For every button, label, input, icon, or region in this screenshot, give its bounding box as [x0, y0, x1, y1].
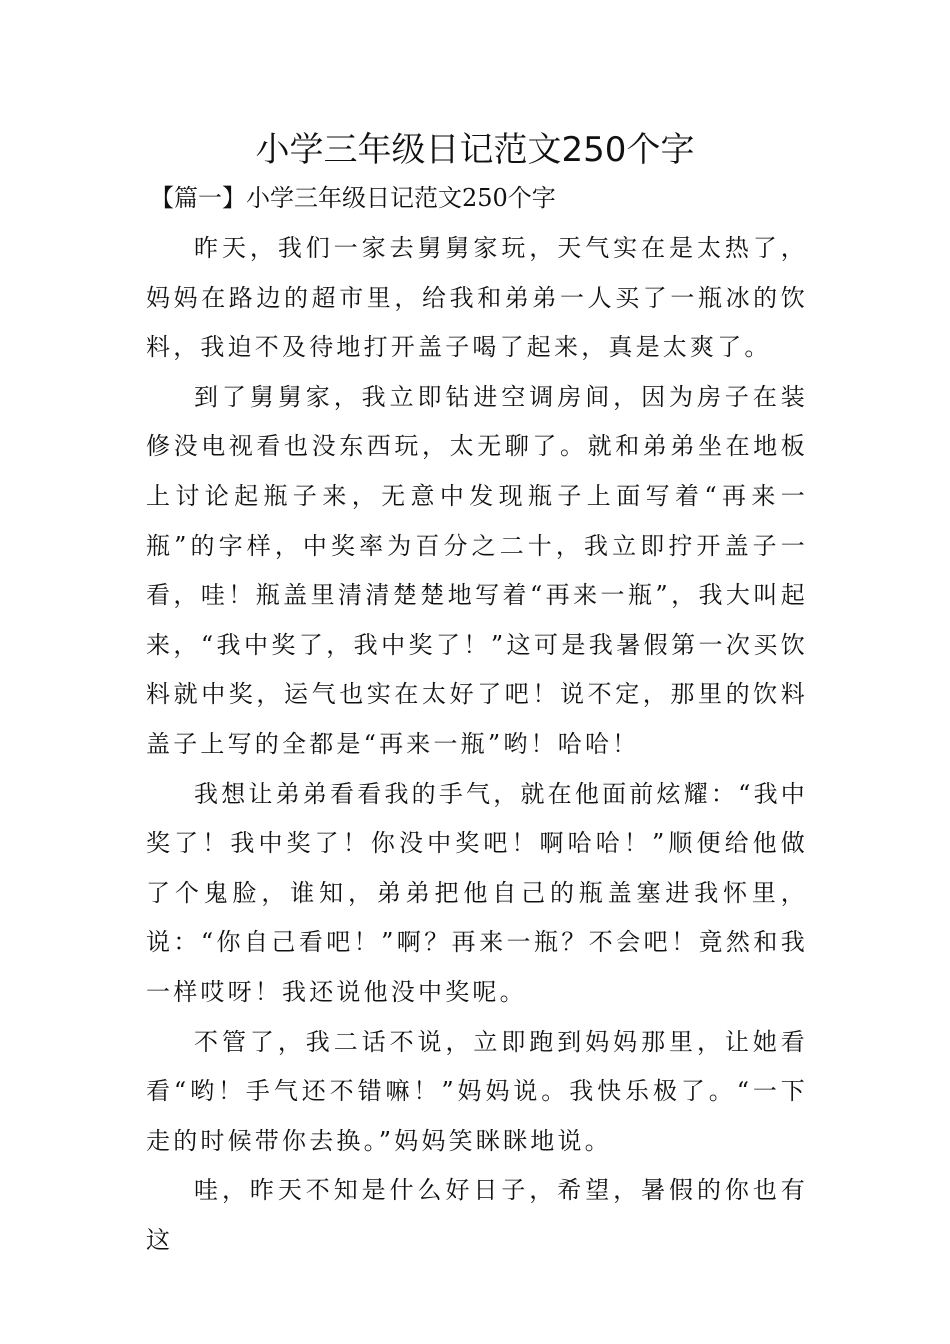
paragraph-3: 我想让弟弟看看我的手气，就在他面前炫耀：“我中奖了！我中奖了！你没中奖吧！啊哈哈！”顺便给他做了个鬼脸，谁知，弟弟把他自己的瓶盖塞进我怀里，说：“你自己看吧！”啊？再来一瓶？不会吧！竟然和我一样哎呀！我还说他没中奖呢。 [146, 779, 808, 1006]
paragraph-5: 哇，昨天不知是什么好日子，希望，暑假的你也有这 [146, 1176, 808, 1254]
paragraph-2: 到了舅舅家，我立即钻进空调房间，因为房子在装修没电视看也没东西玩，太无聊了。就和弟弟坐在地板上讨论起瓶子来，无意中发现瓶子上面写着“再来一瓶”的字样，中奖率为百分之二十，我立即拧开盖子一看，哇！瓶盖里清清楚楚地写着“再来一瓶”，我大叫起来，“我中奖了，我中奖了！”这可是我暑假第一次买饮料就中奖，运气也实在太好了吧！说不定，那里的饮料盖子上写的全都是“再来一瓶”哟！哈哈！ [146, 382, 808, 758]
document-title: 小学三年级日记范文250个字 [255, 130, 695, 170]
section-heading: 【篇一】小学三年级日记范文250个字 [150, 184, 556, 212]
document-body [146, 224, 808, 1265]
paragraph-1: 昨天，我们一家去舅舅家玩，天气实在是太热了，妈妈在路边的超市里，给我和弟弟一人买了一瓶冰的饮料，我迫不及待地打开盖子喝了起来，真是太爽了。 [146, 234, 808, 362]
paragraph-4: 不管了，我二话不说，立即跑到妈妈那里，让她看看“哟！手气还不错嘛！”妈妈说。我快乐极了。“一下走的时候带你去换。”妈妈笑眯眯地说。 [146, 1027, 808, 1155]
